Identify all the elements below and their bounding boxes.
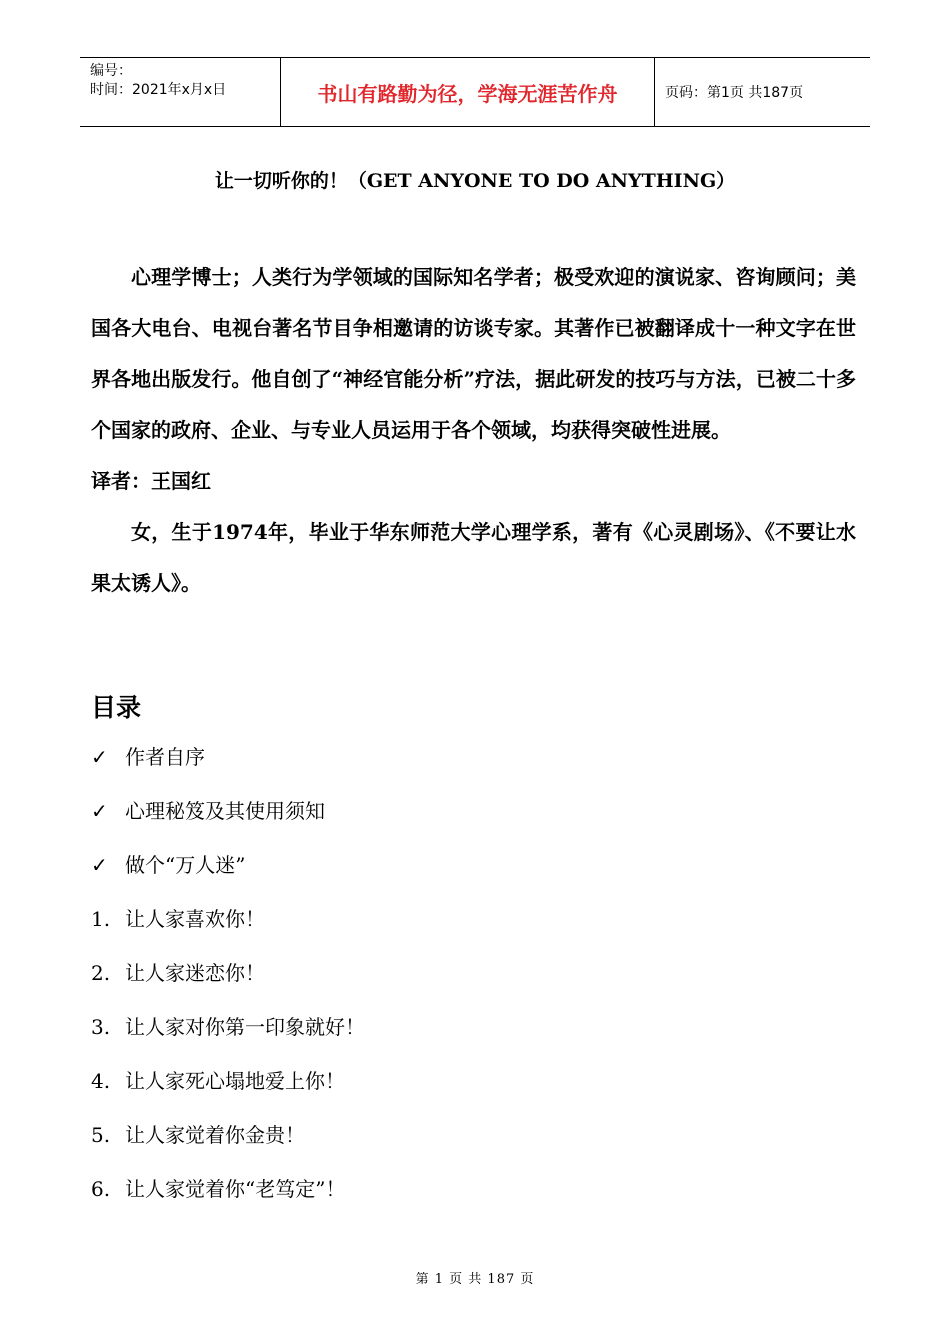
- toc-heading: 目录: [91, 693, 142, 722]
- toc-item[interactable]: [91, 1054, 791, 1108]
- toc-item[interactable]: [91, 784, 791, 838]
- header-motto: 书山有路勤为径，学海无涯苦作舟: [281, 58, 655, 126]
- toc-item[interactable]: [91, 730, 791, 784]
- toc-list: [91, 730, 791, 1216]
- toc-item-number: 3.: [91, 1015, 111, 1039]
- document-number-label: 编号：: [90, 63, 132, 79]
- page-footer: 第 1 页 共 187 页: [415, 1272, 535, 1287]
- toc-item-text: 让人家喜欢你！: [125, 907, 265, 931]
- toc-item-number: 4.: [91, 1069, 111, 1093]
- translator-bio: 女，生于1974年，毕业于华东师范大学心理学系，著有《心灵剧场》、《不要让水果太诱人》。: [91, 520, 856, 595]
- toc-item[interactable]: [91, 892, 791, 946]
- author-bio: 心理学博士；人类行为学领域的国际知名学者；极受欢迎的演说家、咨询顾问；美国各大电台、电视台著名节目争相邀请的访谈专家。其著作已被翻译成十一种文字在世界各地出版发行。他自创了“神经官能分析”疗法，据此研发的技巧与方法，已被二十多个国家的政府、企业、与专业人员运用于各个领域，均获得突破性进展。: [91, 265, 856, 442]
- toc-item-text: 让人家死心塌地爱上你！: [125, 1069, 345, 1093]
- toc-item-number: 1.: [91, 907, 111, 931]
- toc-item-text: 心理秘笈及其使用须知: [125, 799, 325, 823]
- header-page-info: 页码：第1页 共187页: [665, 85, 804, 101]
- page-header: [80, 57, 870, 127]
- toc-item-text: 让人家觉着你“老笃定”！: [125, 1177, 346, 1201]
- document-title: 让一切听你的！（GET ANYONE TO DO ANYTHING）: [214, 170, 736, 192]
- toc-item[interactable]: [91, 1162, 791, 1216]
- toc-item-text: 让人家觉着你金贵！: [125, 1123, 305, 1147]
- toc-item-number: 6.: [91, 1177, 111, 1201]
- toc-item-text: 让人家迷恋你！: [125, 961, 265, 985]
- checkmark-icon: ✓: [91, 745, 108, 769]
- intro-section: [91, 252, 856, 609]
- translator-label: 译者：王国红: [91, 469, 211, 493]
- toc-item-number: 2.: [91, 961, 111, 985]
- toc-item[interactable]: [91, 1000, 791, 1054]
- toc-item-text: 让人家对你第一印象就好！: [125, 1015, 365, 1039]
- checkmark-icon: ✓: [91, 799, 108, 823]
- header-meta: [80, 58, 281, 126]
- checkmark-icon: ✓: [91, 853, 108, 877]
- document-time-label: 时间：2021年x月x日: [90, 82, 227, 98]
- toc-item-text: 作者自序: [125, 745, 205, 769]
- toc-item-text: 做个“万人迷”: [125, 853, 246, 877]
- toc-item[interactable]: [91, 946, 791, 1000]
- toc-item[interactable]: [91, 1108, 791, 1162]
- toc-item-number: 5.: [91, 1123, 111, 1147]
- toc-item[interactable]: [91, 838, 791, 892]
